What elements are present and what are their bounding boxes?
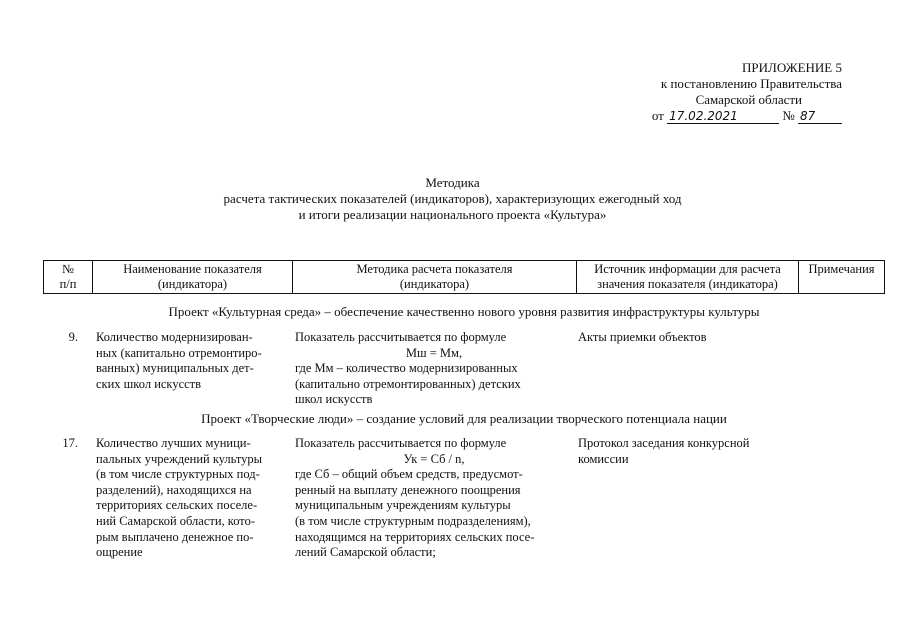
information-source: Акты приемки объектов: [578, 330, 707, 344]
number-prefix: №: [782, 108, 795, 123]
header-name: Наименование показателя (индикатора): [92, 261, 292, 293]
heading-line1: Методика: [425, 175, 480, 190]
header-method: Методика расчета показателя (индикатора): [292, 261, 576, 293]
row-number: 17.: [62, 436, 78, 450]
indicator-name: Количество модернизирован- ных (капитально отремонтиро- ванных) муниципальных дет- ских школ искусств: [96, 330, 262, 391]
heading-line3: и итоги реализации национального проекта «Культура»: [298, 207, 607, 222]
table-header: [43, 260, 885, 294]
appendix-title: ПРИЛОЖЕНИЕ 5: [742, 60, 842, 75]
handwritten-date: 17.02.2021: [667, 109, 779, 124]
indicator-name: Количество лучших муници- пальных учреждений культуры (в том числе структурных под- разделений), находящихся на территориях сельских поселе- ний Самарской области, кото- рым выплачено денежное по- ощрение: [96, 436, 263, 560]
information-source: Протокол заседания конкурсной комиссии: [578, 436, 750, 466]
appendix-block: [560, 60, 890, 124]
row-number: 9.: [68, 330, 78, 344]
date-prefix: от: [651, 108, 664, 123]
header-source: Источник информации для расчета значения показателя (индикатора): [576, 261, 798, 293]
indicator-table: [43, 260, 885, 294]
document-heading: [0, 175, 905, 223]
header-num: № п/п: [59, 262, 77, 291]
section-title-cultural-environment: Проект «Культурная среда» – обеспечение качественно нового уровня развития инфраструктуры культуры: [168, 304, 760, 319]
header-notes: Примечания: [798, 261, 884, 293]
calculation-method: Показатель рассчитывается по формуле Ук = Сб / n, где Сб – общий объем средств, предусмот- ренный на выплату денежного поощрения муниципальным учреждениям культуры (в том числе структурным подразделениям), находящимся на территориях сельских посе- лений Самарской области;: [295, 436, 573, 561]
section-title-creative-people: Проект «Творческие люди» – создание условий для реализации творческого потенциала нации: [201, 411, 727, 426]
formula: Мш = Мм,: [405, 345, 463, 360]
heading-line2: расчета тактических показателей (индикаторов), характеризующих ежегодный ход: [223, 191, 682, 206]
appendix-line1: к постановлению Правительства: [660, 76, 842, 91]
appendix-dateline: [560, 108, 842, 124]
appendix-line2: Самарской области: [695, 92, 802, 107]
formula: Ук = Сб / n,: [403, 451, 465, 466]
calculation-method: Показатель рассчитывается по формуле Мш = Мм, где Мм – количество модернизированных (капитально отремонтированных) детских школ искусств: [295, 330, 573, 408]
handwritten-number: 87: [798, 109, 842, 124]
